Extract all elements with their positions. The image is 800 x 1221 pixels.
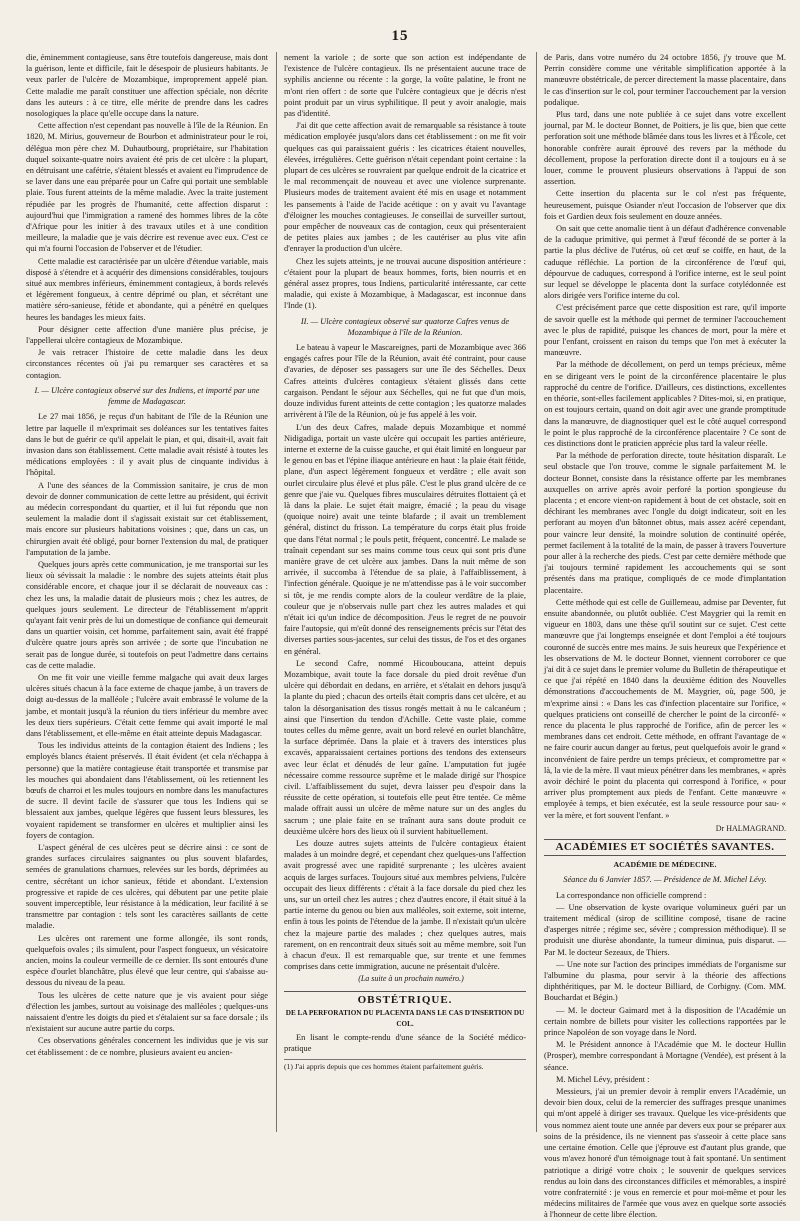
column-rule-right <box>536 52 537 1132</box>
column-right <box>544 52 786 1220</box>
paragraph: Les douze autres sujets atteints de l'ulcère contagieux étaient malades à un moindre degré, et cependant chez quelques-uns l'affection avait progressé avec une rapidité surprenante ; les ulcères avaient acquis de larges surfaces. Toujours situé aux membres pelviens, l'ulcère occupait des lieux différents : c'était à la face dorsale du pied chez les uns, sur un orteil chez les autres ; chez d'autres encore, il était situé à la partie interne du genou ou bien aux malléoles, soit externe, soit interne, enfin à tous les points de l'étendue de la jambe. Il n'existait qu'un ulcère chez la majeure partie des malades ; chez quelques autres, mais rarement, on en rencontrait deux situés soit au même membre, soit l'un à chacun d'eux. Il est remarquable que, sur trente et une femmes comprises dans cette immigration, aucune ne présentait d'ulcère. <box>284 839 526 972</box>
paragraph: M. le Président annonce à l'Académie que M. le docteur Hullin (Prosper), membre correspondant à Mortagne (Vendée), est présent à la séance. <box>544 1040 786 1072</box>
paragraph: de Paris, dans votre numéro du 24 octobre 1856, j'y trouve que M. Perrin considère comme une véritable simplification apportée à la manœuvre obstétricale, de percer directement la masse placentaire, dans le cas d'insertion sur le col, pour terminer l'accouchement par la version podalique. <box>544 53 786 107</box>
section-title: OBSTÉTRIQUE. <box>284 991 526 1006</box>
paragraph: Chez les sujets atteints, je ne trouvai aucune disposition antérieure : c'étaient pour la plupart de beaux hommes, forts, bien nourris et en général assez propres, tous Indiens, particularité intéressante, car cette maladie, qui existe à Mozambique, à Madagascar, est inconnue dans l'Inde (1). <box>284 256 526 311</box>
paragraph: A l'une des séances de la Commission sanitaire, je crus de mon devoir de donner communication de cette lettre au président, qui écrivit au médecin correspondant du quartier, et il lui fut répondu que non seulement la maladie dont il s'agissait existait sur cet établissement, mais encore sur plusieurs habitations voisines ; que, dans un cas, un chirurgien avait été obligé, pour borner l'extension du mal, de pratiquer l'amputation de la jambe. <box>26 480 268 557</box>
paragraph: C'est précisément parce que cette disposition est rare, qu'il importe de savoir quelle est la méthode qui permet de terminer l'accouchement avec le plus de rapidité, puisque les chances de mort, pour la mère et pour l'enfant, croissent en raison du temps que l'on met à exécuter la manœuvre. <box>544 303 786 358</box>
paragraph: Le bateau à vapeur le Mascareignes, parti de Mozambique avec 366 engagés cafres pour l'île de la Réunion, avait été contraint, pour cause d'avaries, de déposer ses passagers sur une île des Séchelles. Deux Cafres atteints d'ulcères contagieux s'étaient glissés dans cette cargaison. Pendant le séjour aux Séchelles, qui ne fut que d'un mois, douze individus furent atteints de cette contagion ; les quatorze malades arrivèrent à l'île de la Réunion, où je fus appelé à les voir. <box>284 343 526 420</box>
paragraph: La correspondance non officielle comprend : <box>556 890 707 900</box>
paragraph: M. Michel Lévy, président : <box>556 1074 650 1084</box>
paragraph: Cette insertion du placenta sur le col n'est pas fréquente, heureusement, puisque Osiander n'eut l'occasion de l'observer que dix fois et Gardien deux fois seulement en douze années. <box>544 189 786 221</box>
paragraph: Je vais retracer l'histoire de cette maladie dans les deux circonstances récentes où j'ai pu remarquer ses caractères et sa contagion. <box>26 348 268 380</box>
paragraph: — Une note sur l'action des principes immédiats de l'organisme sur l'albumine du plasma, pour servir à la théorie des affections diphthéritiques, par M. le docteur Billiard, de Corbigny. (Com. MM. Bouchardat et Bégin.) <box>544 959 786 1003</box>
continuation-note: (La suite à un prochain numéro.) <box>358 974 464 984</box>
paragraph: Pour désigner cette affection d'une manière plus précise, je l'appellerai ulcère contagieux de Mozambique. <box>26 324 268 346</box>
paragraph: Cette méthode qui est celle de Guillemeau, admise par Deventer, fut ensuite abandonnée, ou plutôt oubliée. C'est Maygrier qui la remit en vigueur en 1803, dans une thèse qu'il soutint sur ce sujet. C'est cette manœuvre que j'ai longtemps enseignée et dont l'emploi a été toujours couronné de succès entre mes mains. Je suis heureux que l'expérience et les observations de M. le docteur Bonnet, viennent corroborer ce que j'ai dit à ce sujet dans le premier volume du Bulletin de thérapeutique et ce que j'ai répété en 1840 dans la deuxième édition des Nouvelles démonstrations d'accouchements de M. Maygrier, où, page 500, je m'exprime ainsi : « Dans les cas d'infection placentaire sur l'orifice, « quelques praticiens ont conseillé de chercher le point de la circonfé- « rence du placenta le plus rapproché de l'orifice, afin de percer les « membranes dans cet endroit. Cette méthode, en offrant l'avantage de « ne faire courir aucun danger au fœtus, peut quelquefois avoir le grand « inconvénient de faire perdre un temps précieux, et compromettre par « là, la vie de la mère. Il vaut mieux pénétrer dans les membranes, « après avoir déchiré le point du placenta qui correspond à l'orifice, « pour arriver plus promptement aux pieds de l'enfant. Cette manœuvre « employée à temps, et bien exécutée, est la seule ressource pour sau- « ver la mère, et fort souvent l'enfant. » <box>544 597 786 820</box>
paragraph: — M. le docteur Gaimard met à la disposition de l'Académie un certain nombre de billets pour visiter les collections rapportées par le prince Napoléon de son voyage dans le Nord. <box>544 1005 786 1038</box>
paragraph: die, éminemment contagieuse, sans être toutefois dangereuse, mais dont la guérison, lente et difficile, fait le désespoir de plusieurs habitants. Je veux parler de l'ulcère de Mozambique, improprement appelé pian. Cette maladie me paraît constituer une affection spéciale, non décrite dans les auteurs : à ce titre, elle mérite de prendre dans les cadres nosologiques la place qu'elle occupe dans la nature. <box>26 53 268 119</box>
paragraph: Les ulcères ont rarement une forme allongée, ils sont ronds, quelquefois ovales ; ils simulent, pour l'aspect fongueux, un vésicatoire ancien, moins la couleur vermeille de ce dernier. Ils sont entourés d'une espèce d'ourlet blanchâtre, plus élevé que leur centre, qui s'abaisse au-dessous du niveau de la peau. <box>26 933 268 988</box>
subheading: I. — Ulcère contagieux observé sur des Indiens, et importé par une femme de Madagascar. <box>34 385 260 407</box>
footnote: (1) J'ai appris depuis que ces hommes étaient parfaitement guéris. <box>284 1059 526 1072</box>
subheading: II. — Ulcère contagieux observé sur quatorze Cafres venus de Mozambique à l'île de la Réunion. <box>300 316 510 337</box>
paragraph: En lisant le compte-rendu d'une séance de la Société médico-pratique <box>284 1033 526 1054</box>
column-middle <box>284 52 526 1132</box>
paragraph: Le 27 mai 1856, je reçus d'un habitant de l'île de la Réunion une lettre par laquelle il m'exprimait ses doléances sur les tentatives faites dans le but de guérir ce qu'il appelait le pian, et qui, disait-il, avait fait invasion dans son établissement. Cette maladie avait résisté à toutes les médications employées : il y avait plus de cinquante individus à l'hôpital. <box>26 412 268 478</box>
column-left <box>26 52 268 1132</box>
paragraph: — Une observation de kyste ovarique volumineux guéri par un traitement médical (sirop de scillitine composé, tisane de racine d'asperges nitrée ; régime sec, sévère ; compression méthodique). Il se produisit une diurèse abondante, la tumeur diminua, puis disparut. — Par M. le docteur Sezeaux, de Thiers. <box>544 902 786 957</box>
paragraph: J'ai dit que cette affection avait de remarquable sa résistance à toute médication employée jusqu'alors dans cet établissement : on me fit voir quelques cas qui paraissaient guéris : les cicatrices étaient nouvelles, élevées, irrégulières. Cette guérison n'était cependant point certaine : la plupart de ces ulcères se rouvraient par quelque endroit de la cicatrice et le mal recommençait de nouveau et avec une violence surprenante. Plusieurs modes de traitement avaient été mis en usage et notamment les pansements à l'aide de l'acide acétique : on y avait vu l'avantage d'éloigner les mouches contagieuses. Je conseillai de surveiller surtout, pour empêcher de nouveaux cas de contagion, ceux qui présenteraient de petites plaies aux jambes ; de les cautériser au plus vite afin d'enrayer la production d'un ulcère. <box>284 121 526 254</box>
paragraph: Ces observations générales concernent les individus que je vis sur cet établissement : de ce nombre, plusieurs avaient eu ancien- <box>26 1036 268 1057</box>
signature: Dr HALMAGRAND. <box>715 823 786 833</box>
paragraph: Cette affection n'est cependant pas nouvelle à l'île de la Réunion. En 1820, M. Mirius, gouverneur de Bourbon et administrateur pour le roi, délégua mon père chez M. Duhautbourg, propriétaire, sur l'habitation duquel soixante-quatre noirs avaient été pris de cet ulcère : la plupart, en détruisant une cafétrie, s'étaient blessés et avaient eu l'imprudence de se laver dans une eau préparée pour un Cafre qui portait une semblable plaie. Tous furent atteints de la même maladie. Avec la traite justement répudiée par les progrès de l'humanité, cette affection disparut : aujourd'hui que l'immigration a ramené des hommes libres de la côte d'Afrique pour les initier à des travaux utiles et à une condition meilleure, la maladie que je vais décrire est revenue avec eux. C'est ce qui m'a fourni l'occasion de l'observer et de l'étudier. <box>26 121 268 254</box>
paragraph: L'aspect général de ces ulcères peut se décrire ainsi : ce sont de grandes surfaces circulaires saignantes ou plus souvent blafardes, semées de granulations charnues, relevées sur les bords, déprimées au centre, sécrétant un ichor sanieux, fétide et abondant. L'extension progressive et rapide de ces ulcères, qui débutent par une petite plaie souvent imperceptible, leur résistance à la médication, leur facilité à se transmettre par contagion : tels sont les caractères saillants de cette maladie. <box>26 843 268 931</box>
column-rule-left <box>276 52 277 1132</box>
paragraph: On me fit voir une vieille femme malgache qui avait deux larges ulcères situés chacun à la face externe de chaque jambe, à un travers de doigt au-dessus de la malléole ; l'ulcère avait embrassé le volume de la jambe, et montait jusqu'à la réunion du tiers inférieur du membre avec les deux tiers supérieurs. C'était cette femme qui avait importé le mal dans l'établissement, et elle-même en était atteinte depuis Madagascar. <box>26 672 268 738</box>
paragraph: nement la variole ; de sorte que son action est indépendante de l'existence de l'ulcère contagieux. Ils ne présentaient aucune trace de syphilis ancienne ou récente : la gorge, la voûte palatine, le front ne m'ont rien offert : de sorte que l'ulcère contagieux que je décris n'est point produit par un virus syphilitique. Il peut y avoir analogie, mais pas d'identité. <box>284 53 526 119</box>
paragraph: Tous les individus atteints de la contagion étaient des Indiens ; les employés blancs étaient préservés. Il était évident (et cela n'échappa à personne) que la matière contagieuse était transportée et transmise par les mouches qui abondaient dans l'établissement, où les retiennent les bœufs de charroi et les mules toujours en nombre dans les manufactures de sucre. Il devint facile de s'assurer que tous les Indiens qui se blessaient aux jambes, quelque légères que fussent leurs blessures, les voyaient rapidement se transformer en ulcères et multiplier ainsi les foyers de contagion. <box>26 741 268 840</box>
article-title: DE LA PERFORATION DU PLACENTA DANS LE CAS D'INSERTION DU COL. <box>285 1008 525 1029</box>
paragraph: Par la méthode de perforation directe, toute hésitation disparaît. Le seul obstacle que l'on trouve, comme le signale parfaitement M. le docteur Bonnet, consiste dans la résistance offerte par les membranes auxquelles on arrive après avoir perforé la portion spongieuse du placenta ; et encore vient-on rapidement à bout de cet obstacle, soit en déchirant les membranes avec l'ongle du doigt indicateur, soit en les perforant au moyen d'un bâtonnet obtus, mais assez acéré cependant, pour vaincre leur densité, la moindre solution de continuité opérée, permet facilement à la totalité de la main, de passer à travers l'ouverture pour aller à la recherche des pieds. C'est par cette dernière méthode que j'ai toujours terminé rapidement les accouchements qui se sont présentés dans ma pratique, compliqués de ce mode d'implantation placentaire. <box>544 451 786 595</box>
page-number: 15 <box>391 28 409 44</box>
paragraph: Plus tard, dans une note publiée à ce sujet dans votre excellent journal, par M. le docteur Bonnet, de Poitiers, je lis que, bien que cette perforation soit une méthode blâmée dans tous les livres et à l'École, cet honorable confrère aurait éprouvé des revers par la méthode du décollement, propose la perforation directe dont il a toujours eu à se louer, comme le prouvent plusieurs observations à l'appui de son assertion. <box>544 110 786 187</box>
paragraph: L'un des deux Cafres, malade depuis Mozambique et nommé Nidigadiga, portait un vaste ulcère qui occupait les parties antérieure, interne et externe de la cuisse gauche, et qui était limité en longueur par le genou en bas et l'épine iliaque antérieure en haut : la plaie était fétide, plane, d'un aspect légèrement fongueux et verdâtre ; elle avait son ourlet circulaire plus élevé et plus pâle. C'est le plus grand ulcère de ce genre que j'aie vu. Quelques fibres musculaires détruites flottaient çà et là dans la plaie. Le sujet était maigre, émacié ; la peau du visage (quoique noire) avait une teinte blafarde ; il avait un tremblement général, distinct du frisson. La température du corps était plus froide que dans l'état normal ; le pouls petit, fréquent, concentré. Le malade se traînait cependant sur ses mains comme tous ceux qui sont pris d'une manière grave de cet ulcère aux jambes. Dans la nuit même de son arrivée, il succomba à l'étendue de sa plaie, à l'affaiblissement, à l'infection générale. Quoique je ne m'attendisse pas à le voir succomber si tôt, je me rendis compte alors de la couleur verdâtre de la plaie, couleur que je n'observais nulle part chez les autres malades et qui n'était ici qu'un indice de décomposition. J'eus le regret de ne pouvoir faire l'autopsie, qui m'eût donné des renseignements précis sur l'état des diverses parties sous-jacentes, sur celui des tissus, de l'os et des organes en général. <box>284 422 526 656</box>
paragraph: Tous les ulcères de cette nature que je vis avaient pour siége d'élection les jambes, surtout au voisinage des malléoles ; quelques-uns naissaient d'entre les doigts du pied et s'étalaient sur sa face dorsale ; ils n'existaient sur aucune autre partie du corps. <box>26 990 268 1034</box>
paragraph: Cette maladie est caractérisée par un ulcère d'étendue variable, mais disposé à s'étendre et à acquérir des dimensions considérables, toujours situé aux membres inférieurs, éminemment contagieux, à bords relevés et légèrement fongueux, à centre déprimé ou plan, et sécrétant une matière séro-sanieuse, fétide et abondante, qui a pénétré en quelques heures les bandages les mieux faits. <box>26 256 268 322</box>
paragraph: Le second Cafre, nommé Hicouboucana, atteint depuis Mozambique, avait toute la face dorsale du pied droit revêtue d'un ulcère qui débordait en dedans, en arrière, et s'étalait en dehors jusqu'à la plante du pied ; chacun des orteils était compris dans cet ulcère, et au talon la désorganisation des tissus rongés mettait à nu le calcanéum ; ainsi que l'insertion du tendon d'Achille. Cette vaste plaie, comme toutes celles du même genre, avait un bord relevé en ourlet blanchâtre, la surface déprimée. Dans la plaie et à travers des interstices plus excavés, apparaissaient certaines portions des tendons des extenseurs avec leur éclat et dénudés de leur gaîne. L'amputation fut jugée nécessaire comme ressource suprême et le malade dirigé sur l'hospice civil. L'affaiblissement du sujet, devra laisser peu d'espoir dans la réussite de cette opération, si toutefois elle peut être tentée. Ce même malade offrait aussi un ulcère de même nature sur un des angles du sacrum ; une plaie faite en se traînant aura sans doute produit ce deuxième ulcère hors des lieux où il survient habituellement. <box>284 658 526 836</box>
paragraph: Quelques jours après cette communication, je me transportai sur les lieux où sévissait la maladie : le nombre des sujets atteints était plus considérable encore, et chaque jour il se déclarait de nouveaux cas : chez les uns, la maladie datait de plusieurs mois ; chez les autres, de quelques jours seulement. Le directeur de l'établissement m'apprit qu'ayant fait venir près de lui un domestique de confiance qui demeurait dans un quartier voisin, cet homme, parfaitement sain, avait été frappé d'ulcère quatre jours après son arrivée ; de sorte que l'incubation ne serait pas de longue durée, si toutefois on peut l'admettre dans certains cas de cette maladie. <box>26 559 268 670</box>
paragraph: On sait que cette anomalie tient à un défaut d'adhérence convenable de la caduque primitive, qui permet à l'œuf fécondé de se porter à la partie la plus déclive de l'utérus, où cet œuf se coiffe, en haut, de la caduque réfléchie. La portion de la circonférence de l'œuf qui, dépourvue de caduques, correspond à l'orifice interne, est le seul point sur lequel se développe le placenta dont la surface cotylédonnée est alors dirigée vers l'orifice interne du col. <box>544 224 786 301</box>
paragraph: Par la méthode de décollement, on perd un temps précieux, même en se dirigeant vers le point de la circonférence placentaire le plus rapproché du centre de l'orifice. D'ailleurs, ces distinctions, excellentes en théorie, sont-elles facilement applicables ? Dites-moi, si, en pratique, on est toujours certain, quand on doit agir avec une grande promptitude dans la manœuvre, de diagnostiquer quel est le côté auquel correspond le point le plus rapproché de la circonférence placentaire ? Ce sont de ces distinctions dont le praticien apprécie plus tard la valeur réelle. <box>544 360 786 448</box>
paragraph: Messieurs, j'ai un premier devoir à remplir envers l'Académie, un devoir bien doux, celui de la remercier des suffrages presque unanimes qui m'ont appelé à diriger ses travaux. Quelque les vice-présidents que vous nommez aient toute une année par devers eux pour se préparer aux soins de la présidence, ils ne viennent pas s'asseoir à cette place sans une certaine émotion. Celle que j'éprouve est d'autant plus grande, que vous m'avez honoré d'un témoignage tout à fait spontané. Un sentiment patriotique a dirigé votre choix ; le souvenir de quelques services rendus au loin dans des circonstances difficiles et mémorables, a inspiré votre confraternité : je vous en remercie et pour moi-même et pour les médecins militaires de l'armée que vous avez en quelque sorte associés à l'honneur de cette libre élection. <box>544 1087 786 1220</box>
subsection-title: ACADÉMIE DE MÉDECINE. <box>613 860 717 870</box>
section-title: ACADÉMIES ET SOCIÉTÉS SAVANTES. <box>544 839 786 856</box>
session-line: Séance du 6 Janvier 1857. — Présidence de M. Michel Lévy. <box>563 875 767 885</box>
